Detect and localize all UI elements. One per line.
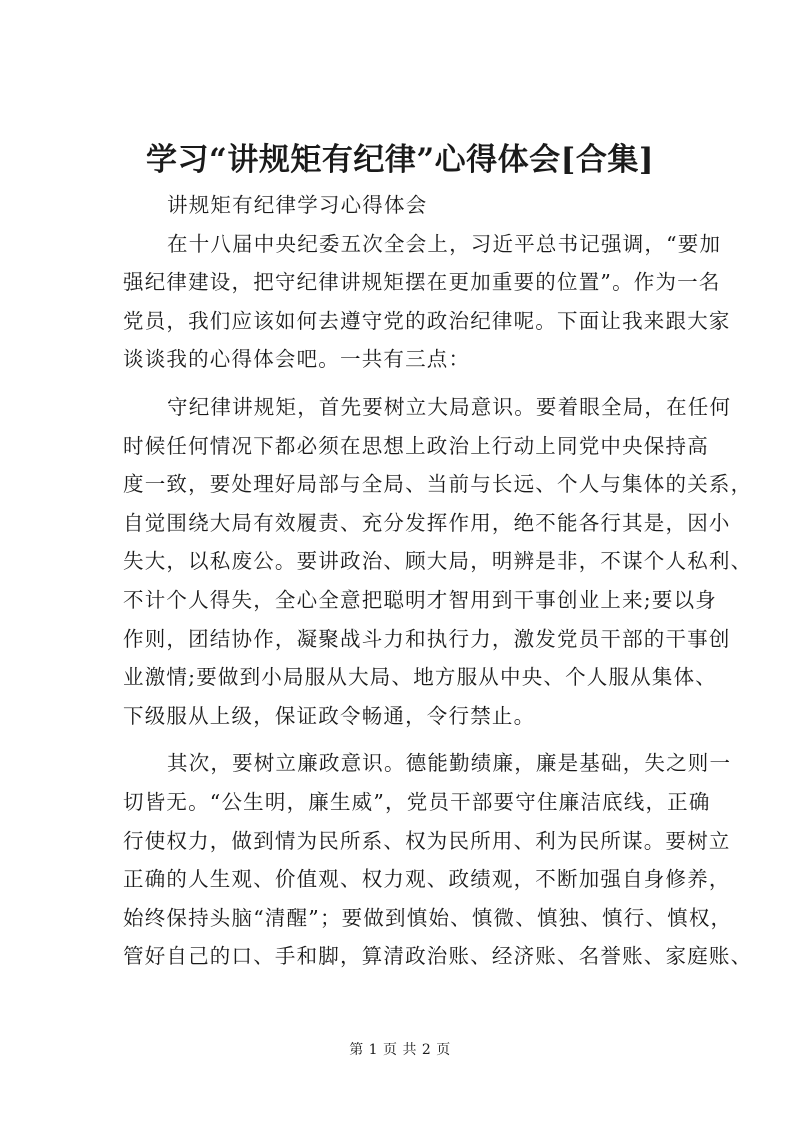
text-line: 党员，我们应该如何去遵守党的政治纪律呢。下面让我来跟大家: [123, 308, 731, 333]
text-line: 不计个人得失，全心全意把聪明才智用到干事创业上来;要以身: [123, 587, 718, 612]
text-line: 行使权力，做到情为民所系、权为民所用、利为民所谋。要树立: [123, 828, 731, 853]
document-body: [123, 186, 753, 976]
paragraph-2: [123, 388, 753, 735]
document-subtitle: 讲规矩有纪律学习心得体会: [167, 193, 428, 217]
paragraph-1: [123, 225, 731, 379]
text-line: 始终保持头脑“清醒”；要做到慎始、慎微、慎独、慎行、慎权，: [123, 905, 733, 930]
text-line: 失大，以私废公。要讲政治、顾大局，明辨是非，不谋个人私利、: [123, 549, 753, 574]
text-line: 业激情;要做到小局服从大局、地方服从中央、个人服从集体、: [123, 665, 718, 690]
document-title: 学习“讲规矩有纪律”心得体会[合集]: [146, 142, 654, 178]
text-line: 下级服从上级，保证政令畅通，令行禁止。: [123, 703, 536, 728]
text-line: 正确的人生观、价值观、权力观、政绩观，不断加强自身修养，: [123, 867, 731, 892]
text-line: 切皆无。“公生明，廉生威”，党员干部要守住廉洁底线，正确: [123, 789, 711, 814]
text-line: 强纪律建设，把守纪律讲规矩摆在更加重要的位置”。作为一名: [123, 270, 721, 295]
text-line: 时候任何情况下都必须在思想上政治上行动上同党中央保持高: [123, 433, 709, 458]
text-line: 谈谈我的心得体会吧。一共有三点：: [123, 347, 471, 372]
paragraph-3: [123, 744, 753, 976]
text-line: 度一致，要处理好局部与全局、当前与长远、个人与集体的关系，: [123, 472, 753, 497]
text-line: 自觉围绕大局有效履责、充分发挥作用，绝不能各行其是，因小: [123, 510, 731, 535]
text-line: 管好自己的口、手和脚，算清政治账、经济账、名誉账、家庭账、: [123, 944, 753, 969]
page-footer: 第 1 页 共 2 页: [349, 1042, 451, 1058]
text-line: 作则，团结协作，凝聚战斗力和执行力，激发党员干部的干事创: [123, 626, 731, 651]
text-line: 其次，要树立廉政意识。德能勤绩廉，廉是基础，失之则一: [167, 751, 732, 776]
text-line: 守纪律讲规矩，首先要树立大局意识。要着眼全局，在任何: [167, 394, 732, 419]
text-line: 在十八届中央纪委五次全会上，习近平总书记强调，“要加: [167, 231, 722, 256]
